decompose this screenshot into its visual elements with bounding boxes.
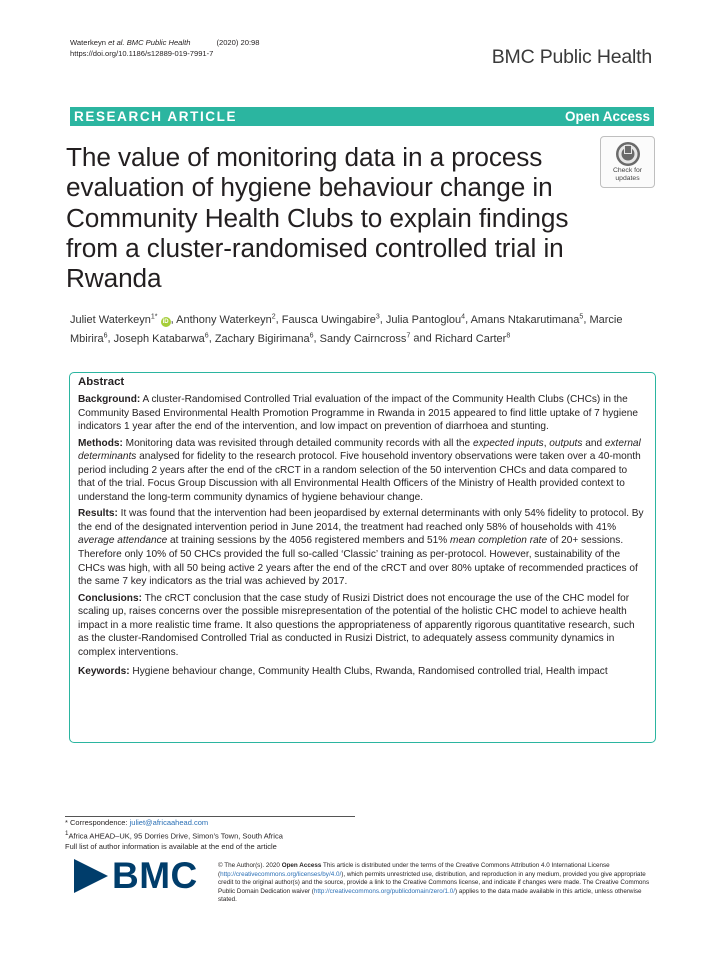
doi-link[interactable]: https://doi.org/10.1186/s12889-019-7991-7 [70, 48, 214, 58]
updates-label-1: Check for [612, 167, 643, 174]
article-type: RESEARCH ARTICLE [74, 109, 238, 124]
results-label: Results: [78, 508, 118, 520]
results-text-2: at training sessions by the 4056 registered members and 51% [167, 535, 451, 547]
footnote-divider [65, 816, 355, 817]
background-text: A cluster-Randomised Controlled Trial evaluation of the impact of the Community Health Clubs (CHCs) in the Community Based Environmental Health Promotion Programme in Rwanda in 2015 appeared to find little uptake of 7 hygiene indicators 1 year after the end of the intervention, and low impact on prevention of diarrhoea and stunting. [78, 394, 638, 433]
orcid-icon[interactable]: iD [162, 318, 169, 325]
keywords-label: Keywords: [78, 666, 130, 678]
citation-etal: et al. BMC Public Health [108, 38, 191, 47]
license-statement [218, 862, 658, 905]
author[interactable] [114, 333, 209, 345]
background-label: Background: [78, 394, 141, 405]
author[interactable] [282, 314, 380, 326]
footnotes [65, 818, 283, 852]
citation-authors: Waterkeyn [70, 38, 109, 47]
author-affiliation: 5 [579, 313, 584, 320]
license-text-3: ) applies to the data made available in this article, unless otherwise stated. [218, 887, 642, 904]
abstract-results [78, 507, 646, 588]
author[interactable] [386, 314, 465, 326]
results-text-3: of 20+ sessions. Therefore only 10% of 50 CHCs provided the full so-called ‘Classic’ training as per-protocol. However, sustainability of the CHCs was high, with all 50 being active 2 years after the end of the cRCT and over 80% uptake of recommended practices of the same 7 key indicators as the trial was achieved by 2017. [78, 535, 638, 588]
author[interactable] [215, 333, 314, 345]
check-for-updates-badge[interactable] [600, 136, 655, 188]
author-affiliation: 6 [309, 332, 314, 340]
license-text-2: ), which permits unrestricted use, distribution, and reproduction in any medium, provided you give appropriate credit to the original author(s) and the source, provide a link to the Creative Commons license, and indicate if changes were made. The Creative Commons Public Domain Dedication waiver ( [218, 870, 650, 895]
license-link-by[interactable]: http://creativecommons.org/licenses/by/4.0/ [220, 870, 342, 878]
author-name: Zachary Bigirimana [214, 332, 310, 345]
abstract-keywords [78, 665, 646, 679]
affiliation-line [65, 829, 283, 842]
author-name: Anthony Waterkeyn [176, 313, 272, 326]
bmc-logo [74, 856, 198, 896]
author[interactable] [70, 314, 171, 326]
license-open-access: Open Access [281, 862, 322, 869]
results-em-1: average attendance [78, 535, 168, 547]
author-affiliation: 7 [406, 332, 411, 340]
abstract-background [78, 393, 646, 434]
updates-label-2: updates [615, 174, 640, 182]
results-text-1: It was found that the intervention had been jeopardised by external determinants with only 54% fidelity to protocol. By the end of the designated intervention period in June 2014, the treatment had reached only 58% of households with 41% [78, 508, 644, 533]
keywords-text: Hygiene behaviour change, Community Health Clubs, Rwanda, Randomised controlled trial, Health impact [132, 666, 608, 678]
author-name: Marcie Mbirira [70, 313, 623, 345]
author-list: Juliet Waterkeyn$^{1*}$ iD , Anthony Waterkeyn$^2$, Fausca Uwingabire$^3$, Julia Pantoglou$^4$, Amans Ntakarutimana$^5$, Marcie Mbirira$^6$, Joseph Katabarwa$^6$, Zachary Bigirimana$^6$, Sandy Cairncross$^7$ and Richard Carter$^8$ [70, 313, 623, 345]
author-affiliation: 6 [204, 332, 209, 340]
citation-block [70, 38, 260, 59]
author-name: Fausca Uwingabire [281, 313, 376, 326]
author[interactable] [176, 314, 276, 326]
open-access-label: Open Access [564, 109, 650, 124]
license-text-1: This article is distributed under the terms of the Creative Commons Attribution 4.0 International License ( [218, 862, 610, 878]
correspondence-email[interactable]: juliet@africaahead.com [129, 818, 209, 827]
author-affiliation: 4 [461, 313, 466, 320]
methods-text-2: , [543, 437, 550, 449]
affiliation-marker: 1 [65, 829, 69, 837]
abstract-methods [78, 437, 646, 505]
journal-name: BMC Public Health [491, 46, 652, 68]
affiliation-text: Africa AHEAD–UK, 95 Dorries Drive, Simon’s Town, South Africa [68, 831, 283, 840]
conclusions-label: Conclusions: [78, 592, 142, 604]
author-name: Julia Pantoglou [385, 313, 462, 326]
author-name: Joseph Katabarwa [113, 332, 205, 345]
author[interactable] [471, 314, 584, 326]
abstract-conclusions [78, 592, 646, 660]
author-affiliation: 2 [271, 313, 276, 320]
license-link-zero[interactable]: http://creativecommons.org/publicdomain/zero/1.0/ [313, 887, 455, 895]
citation-line [70, 38, 260, 49]
citation-year: (2020) 20:98 [216, 38, 260, 47]
bmc-logo-text: BMC [112, 855, 198, 896]
author-affiliation: 6 [103, 332, 108, 340]
author-affiliation: 1* [150, 313, 158, 320]
author-info-note: Full list of author information is available at the end of the article [65, 841, 277, 851]
correspondence-label: * Correspondence: [65, 818, 130, 827]
author[interactable] [435, 333, 510, 345]
article-type-banner [70, 107, 654, 126]
author-name: Richard Carter [434, 332, 507, 345]
abstract-box [69, 372, 656, 743]
check-for-updates-icon [615, 141, 641, 167]
correspondence-line [65, 818, 283, 829]
author[interactable] [320, 333, 411, 345]
author-name: Sandy Cairncross [319, 332, 407, 345]
bmc-logo-mark-icon [74, 859, 108, 893]
author-name: Juliet Waterkeyn [70, 313, 151, 326]
abstract-heading: Abstract [78, 376, 125, 388]
author-affiliation: 3 [375, 313, 380, 320]
results-em-2: mean completion rate [450, 535, 548, 547]
methods-em-1: expected inputs [472, 437, 544, 449]
methods-label: Methods: [78, 437, 123, 449]
methods-text-4: analysed for fidelity to the research protocol. Five household inventory observations were taken over a 40-month period including 2 years after the end of the cRCT in a random selection of the 50 intervention CHCs and data compared to that of the trial. Focus Group Discussion with all Environmental Health Officers of the Ministry of Health provided context to understand the long-term community dynamics of hygiene behaviour change. [78, 451, 641, 503]
conclusions-text: The cRCT conclusion that the case study of Rusizi District does not encourage the use of the CHC model for scaling up, raises concerns over the possible misrepresentation of the potential of the holistic CHC model to achieve health impact in a more realistic time frame. It also questions the appropriateness of apparently rigorous quantitative research, such as the cluster-Randomised Controlled Trial as conducted in Rusizi District, to adequately assess community dynamics in complex interventions. [78, 592, 635, 658]
copyright-text: © The Author(s). 2020 [218, 862, 282, 869]
article-title: The value of monitoring data in a process evaluation of hygiene behaviour change in Community Health Clubs to explain findings from a cluster-randomised controlled trial in Rwanda [66, 142, 569, 294]
methods-text-3: and [582, 437, 605, 449]
author-affiliation: 8 [506, 332, 511, 340]
methods-text-1: Monitoring data was revisited through detailed community records with all the [125, 437, 473, 449]
author-name: Amans Ntakarutimana [470, 313, 580, 326]
methods-em-3: external determinants [78, 437, 641, 463]
methods-em-2: outputs [549, 437, 583, 449]
